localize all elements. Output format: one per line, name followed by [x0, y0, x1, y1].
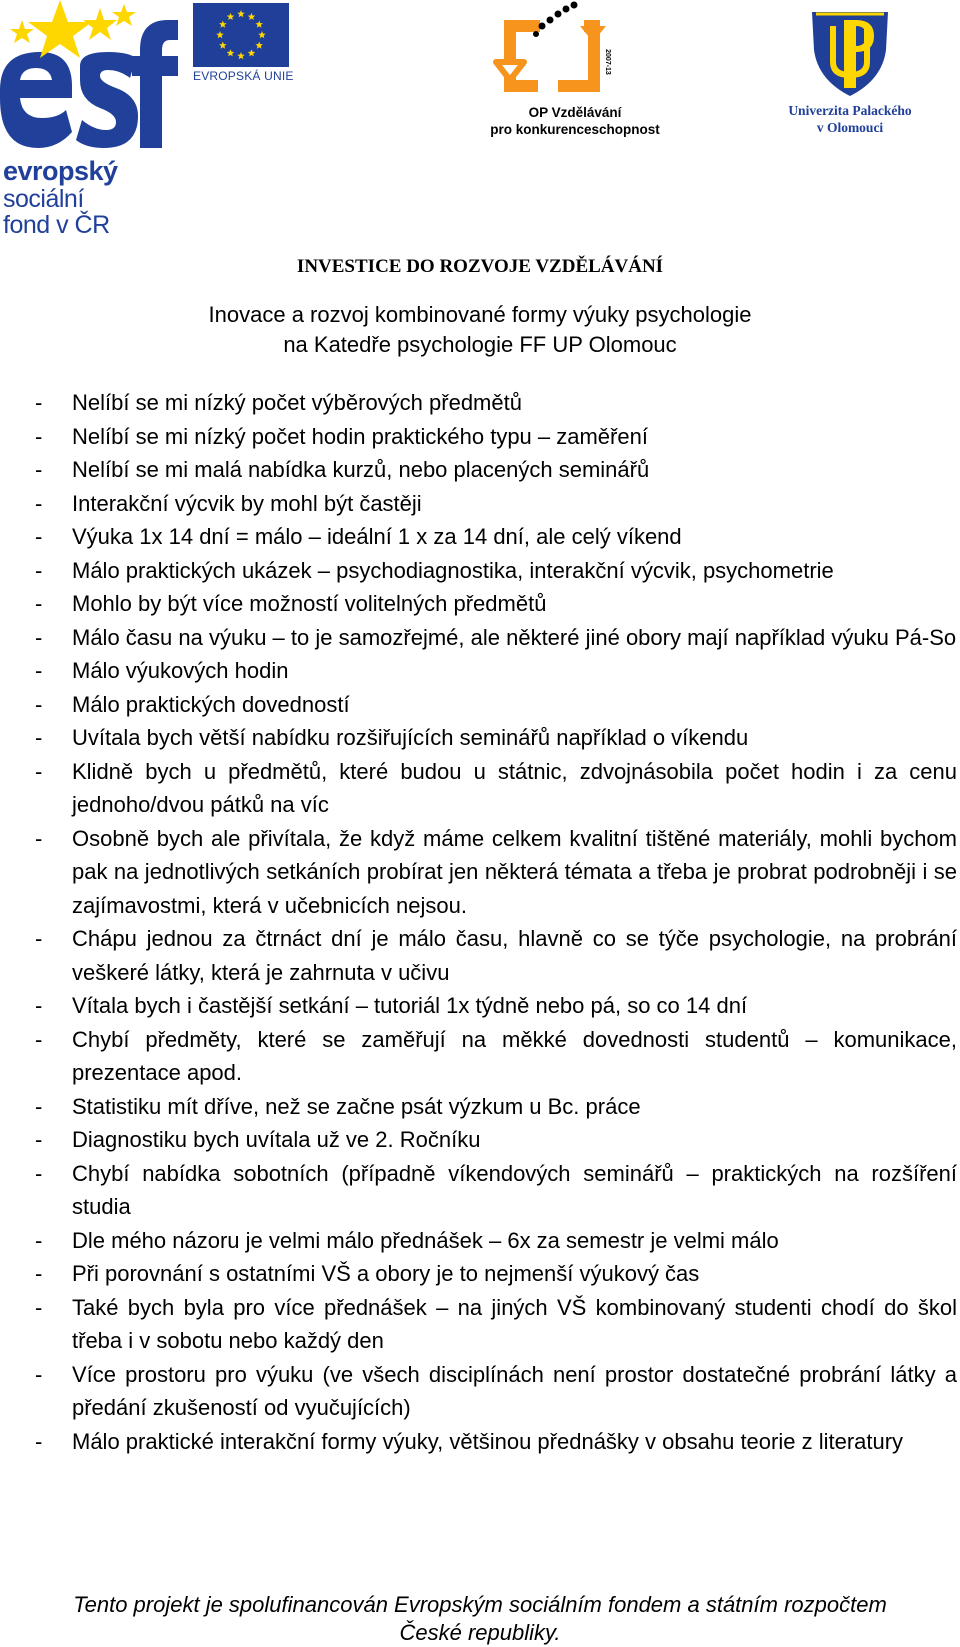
- list-item-text: Nelíbí se mi malá nabídka kurzů, nebo placených seminářů: [72, 457, 650, 482]
- up-label-line2: v Olomouci: [816, 120, 884, 135]
- list-bullet: -: [35, 423, 43, 449]
- list-bullet: -: [35, 457, 43, 482]
- list-bullet: -: [35, 1026, 43, 1052]
- list-bullet: -: [35, 658, 43, 683]
- list-bullet: -: [35, 825, 43, 851]
- list-item-text: Také bych byla pro více přednášek – na jiných VŠ kombinovaný studenti chodí do škol třeba i v sobotu nebo každý den: [72, 1294, 957, 1353]
- list-bullet: -: [35, 1294, 43, 1320]
- list-item: [35, 989, 957, 1023]
- list-item: [35, 721, 957, 755]
- op-label-line1: OP Vzdělávání: [528, 105, 622, 120]
- esf-text-line3: fond v ČR: [3, 211, 110, 239]
- op-emblem-icon: [480, 0, 670, 104]
- list-item-text: Nelíbí se mi nízký počet výběrových předmětů: [72, 390, 522, 415]
- list-item: [35, 420, 957, 454]
- list-item: [35, 1224, 957, 1258]
- list-bullet: -: [35, 1160, 43, 1186]
- list-item-text: Klidně bych u předmětů, které budou u státnic, zdvojnásobila počet hodin i za cenu jednoho/dvou pátků na víc: [72, 758, 957, 817]
- list-item-text: Uvítala bych větší nabídku rozšiřujících seminářů například o víkendu: [72, 725, 749, 750]
- op-years: 2007-13: [604, 49, 611, 75]
- list-bullet: -: [35, 691, 43, 717]
- list-item-text: Statistiku mít dříve, než se začne psát výzkum u Bc. práce: [72, 1093, 641, 1119]
- document-title: INVESTICE DO ROZVOJE VZDĚLÁVÁNÍ: [296, 256, 664, 277]
- list-bullet: -: [35, 725, 43, 750]
- footer-line1: Tento projekt je spolufinancován Evropským sociálním fondem a státním rozpočtem: [73, 1592, 887, 1617]
- list-bullet: -: [35, 557, 43, 583]
- list-item: [35, 822, 957, 923]
- list-item: [35, 520, 957, 554]
- list-item: [35, 922, 957, 989]
- esf-logo: [0, 0, 180, 240]
- list-item-text: Málo praktické interakční formy výuky, většinou přednášky v obsahu teorie z literatury: [72, 1428, 904, 1454]
- list-item-text: Chybí nabídka sobotních (případně víkendových seminářů – praktických na rozšíření studia: [72, 1160, 957, 1219]
- list-item-text: Interakční výcvik by mohl být častěji: [72, 490, 422, 516]
- op-logo: [480, 0, 670, 140]
- list-bullet: -: [35, 1428, 43, 1454]
- list-item: [35, 587, 957, 621]
- list-item: [35, 1425, 957, 1459]
- list-item: [35, 1291, 957, 1358]
- list-item: [35, 688, 957, 722]
- up-shield-icon: [770, 6, 930, 98]
- list-item-text: Více prostoru pro výuku (ve všech disciplínách není prostor dostatečné probrání látky a předání zkušeností od vyučujících): [72, 1361, 957, 1420]
- list-item: [35, 755, 957, 822]
- list-item: [35, 1123, 957, 1157]
- list-bullet: -: [35, 490, 43, 516]
- list-bullet: -: [35, 1227, 43, 1253]
- list-bullet: -: [35, 993, 43, 1018]
- list-item: [35, 1090, 957, 1124]
- list-bullet: -: [35, 1093, 43, 1119]
- list-item-text: Mohlo by být více možností volitelných předmětů: [72, 591, 547, 616]
- list-item-text: Málo výukových hodin: [72, 658, 289, 683]
- list-item: [35, 487, 957, 521]
- list-bullet: -: [35, 591, 43, 616]
- esf-text-line2: sociální: [3, 185, 84, 213]
- op-label-line2: pro konkurenceschopnost: [490, 122, 660, 137]
- list-bullet: -: [35, 1127, 43, 1152]
- list-bullet: -: [35, 624, 43, 650]
- list-item: [35, 654, 957, 688]
- list-item-text: Dle mého názoru je velmi málo přednášek – 6x za semestr je velmi málo: [72, 1227, 779, 1253]
- list-bullet: -: [35, 1261, 43, 1286]
- list-item-text: Diagnostiku bych uvítala už ve 2. Ročníku: [72, 1127, 481, 1152]
- esf-emblem: [0, 0, 180, 158]
- up-logo: [770, 6, 930, 136]
- list-item: [35, 1358, 957, 1425]
- list-item-text: Málo praktických ukázek – psychodiagnostika, interakční výcvik, psychometrie: [72, 557, 834, 583]
- list-item-text: Chápu jednou za čtrnáct dní je málo času, hlavně co se týče psychologie, na probrání veškeré látky, která je zahrnuta v učivu: [72, 926, 957, 985]
- list-item: [35, 1257, 957, 1291]
- list-item: [35, 554, 957, 588]
- list-bullet: -: [35, 524, 43, 549]
- list-item-text: Málo praktických dovedností: [72, 691, 350, 717]
- list-item: [35, 453, 957, 487]
- list-item-text: Vítala bych i častější setkání – tutoriál 1x týdně nebo pá, so co 14 dní: [72, 993, 748, 1018]
- subtitle-line2: na Katedře psychologie FF UP Olomouc: [283, 332, 677, 357]
- list-bullet: -: [35, 758, 43, 784]
- eu-flag-icon: [193, 3, 289, 67]
- list-bullet: -: [35, 1361, 43, 1387]
- subtitle-line1: Inovace a rozvoj kombinované formy výuky psychologie: [208, 302, 752, 327]
- footer-note: [0, 1591, 960, 1647]
- esf-text-line1: evropský: [3, 156, 118, 186]
- list-item: [35, 386, 957, 420]
- logo-header: [0, 0, 960, 245]
- list-item: [35, 1023, 957, 1090]
- list-item-text: Osobně bych ale přivítala, že když máme celkem kvalitní tištěné materiály, mohli bychom pak na jednotlivých setkáních probírat jen některá témata a třeba je probrat podrobněji i se zajímavostmi, která v učebnicích nejsou.: [72, 825, 957, 918]
- eu-logo: [193, 3, 303, 83]
- document-subtitle: [0, 300, 960, 360]
- list-bullet: -: [35, 390, 43, 415]
- footer-line2: České republiky.: [399, 1620, 561, 1645]
- feedback-list: [35, 386, 957, 1458]
- list-item: [35, 621, 957, 655]
- list-item-text: Nelíbí se mi nízký počet hodin praktického typu – zaměření: [72, 423, 648, 449]
- list-item-text: Chybí předměty, které se zaměřují na měkké dovednosti studentů – komunikace, prezentace apod.: [72, 1026, 957, 1085]
- list-bullet: -: [35, 926, 43, 951]
- list-item-text: Málo času na výuku – to je samozřejmé, ale některé jiné obory mají například výuku Pá-So: [72, 624, 957, 650]
- list-item-text: Výuka 1x 14 dní = málo – ideální 1 x za 14 dní, ale celý víkend: [72, 524, 682, 549]
- eu-label: EVROPSKÁ UNIE: [193, 69, 294, 83]
- up-label-line1: Univerzita Palackého: [788, 103, 912, 118]
- list-item: [35, 1157, 957, 1224]
- list-item-text: Při porovnání s ostatními VŠ a obory je to nejmenší výukový čas: [72, 1261, 700, 1286]
